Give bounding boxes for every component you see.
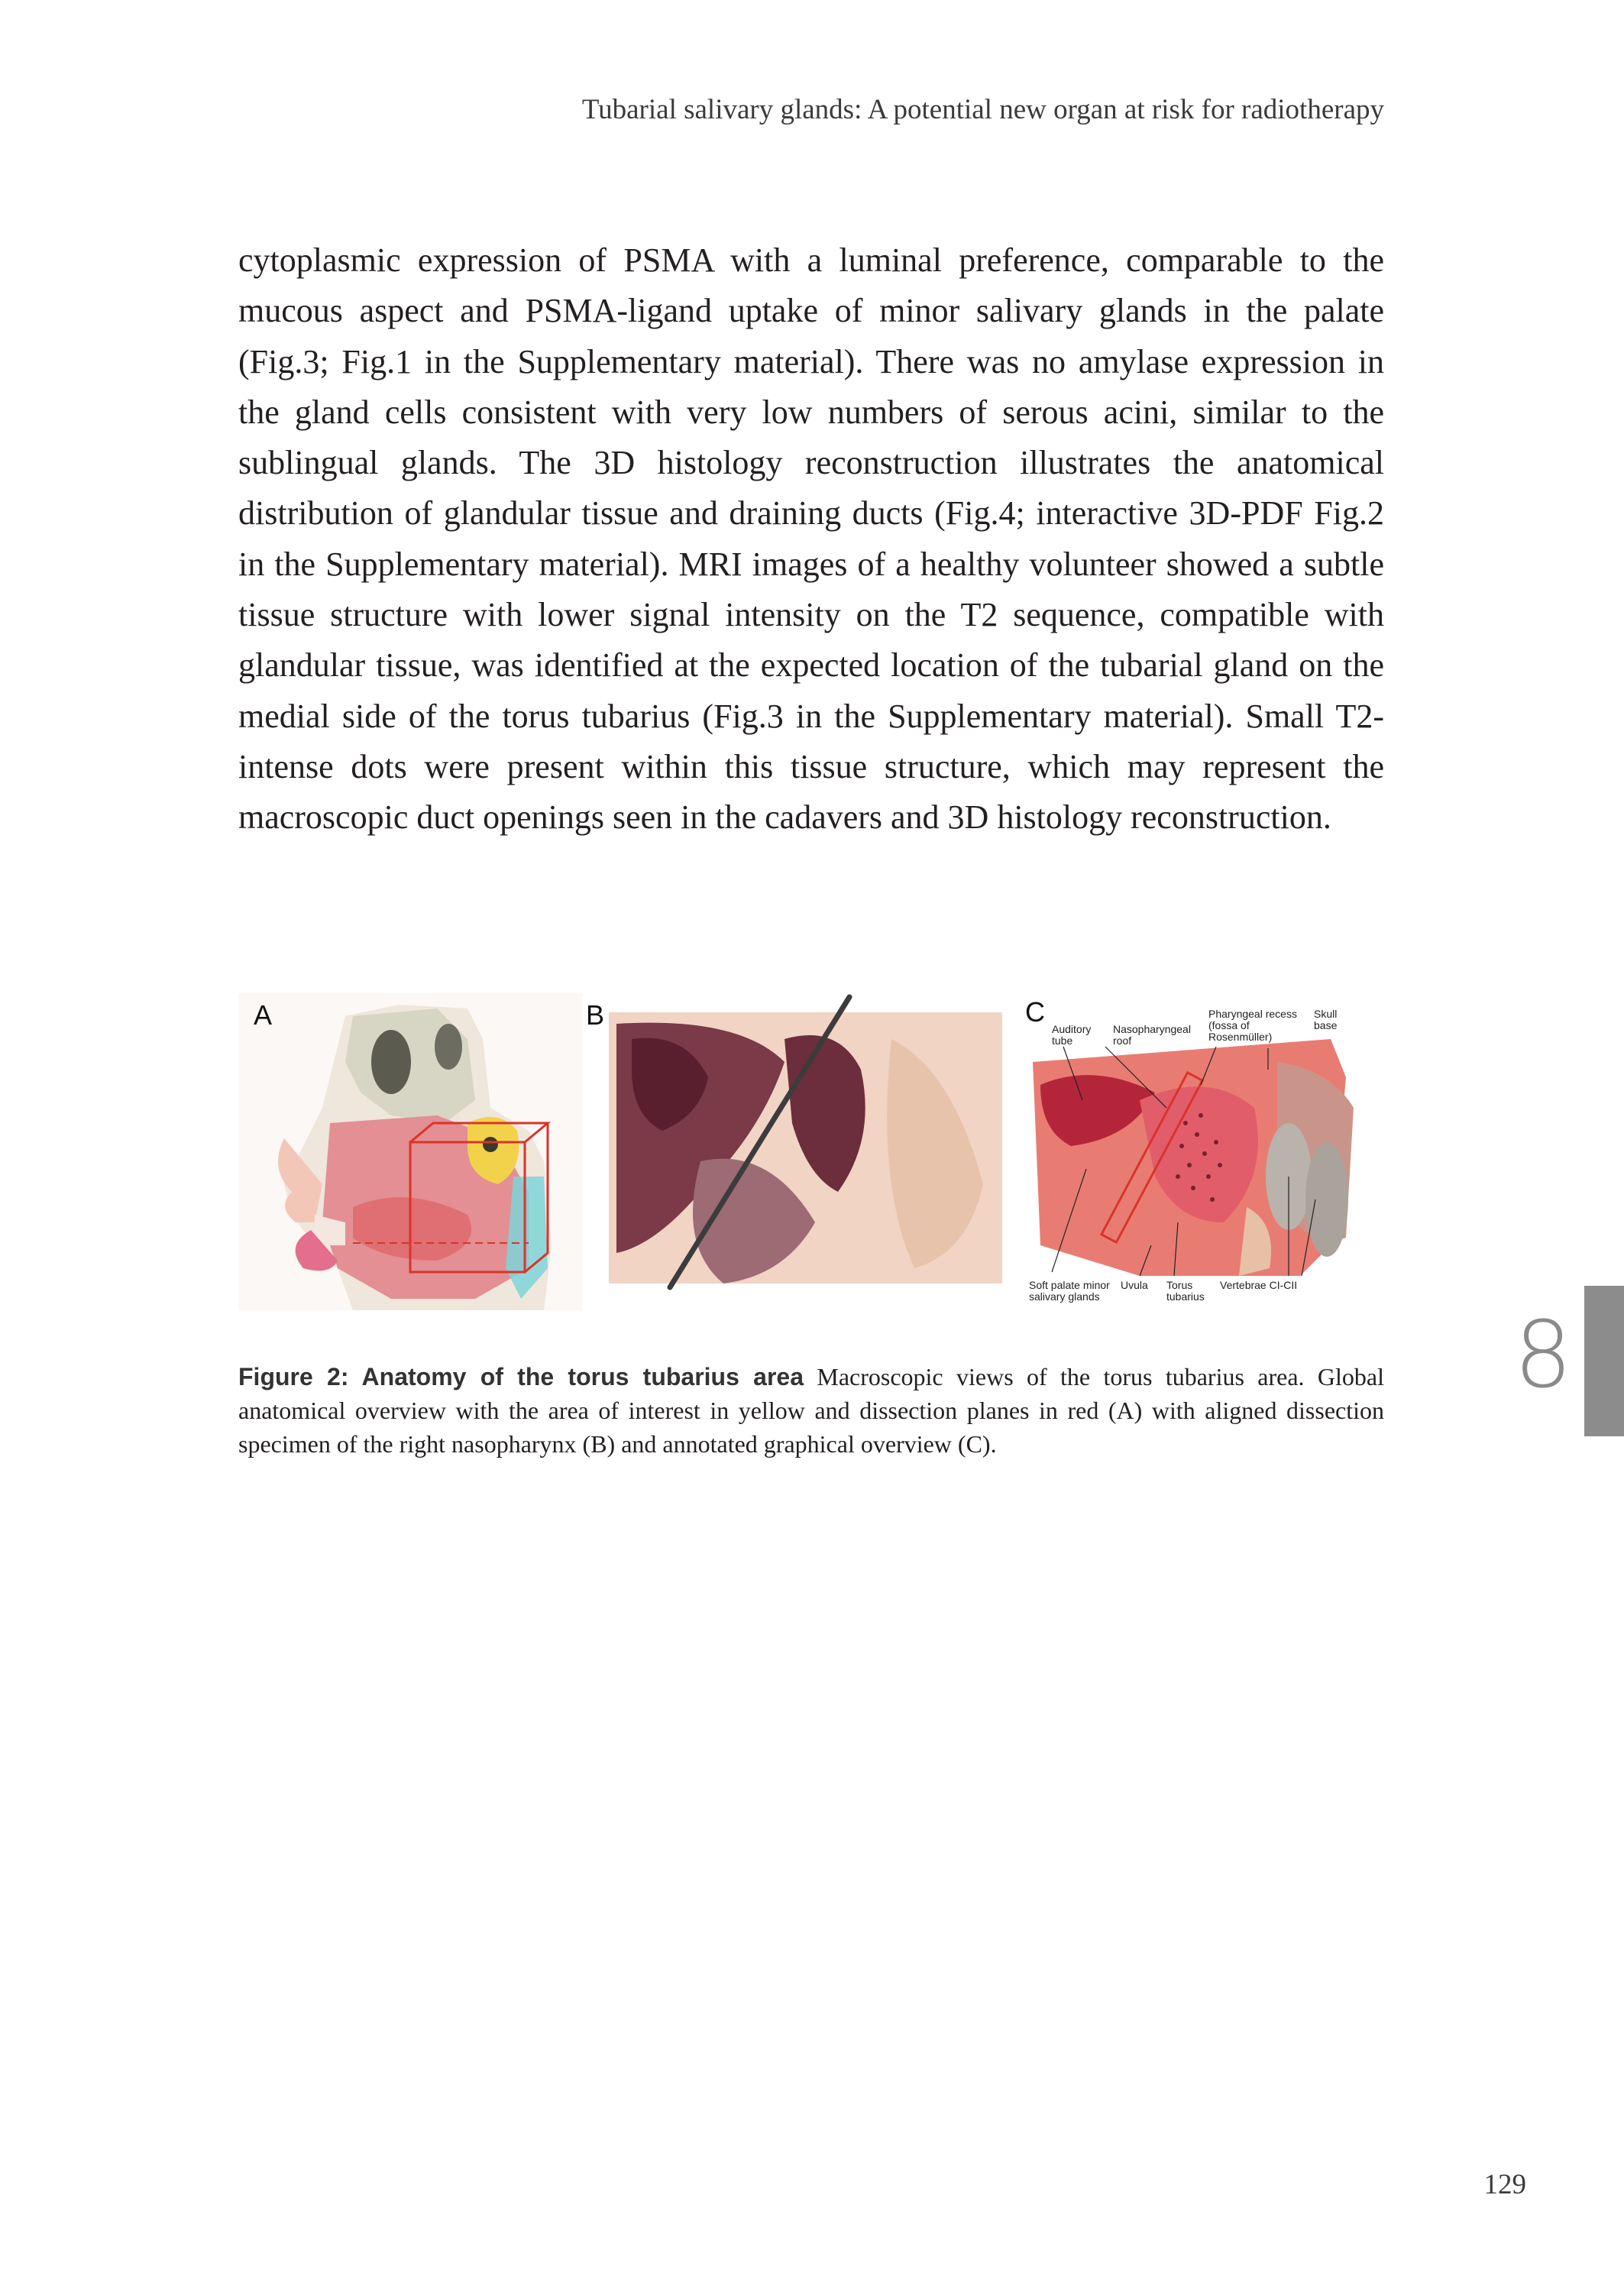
panel-a-label: A <box>254 999 273 1031</box>
sphenoid-sinus <box>435 1024 462 1070</box>
chapter-tab <box>1584 1286 1624 1436</box>
panel-c <box>1025 993 1384 1310</box>
label-torus-tubarius: Torus tubarius <box>1166 1279 1205 1303</box>
label-vertebrae: Vertebrae CI-CII <box>1220 1279 1298 1291</box>
figure-caption <box>238 1360 1384 1461</box>
figure-caption-text: Macroscopic views of the torus tubarius area. Global anatomical overview with the area of interest in yellow and dissection planes in red (A) with aligned dissection specimen of the right nasopharynx (B) and annotated graphical overview (C). <box>238 1363 1385 1458</box>
sagittal-head-illustration <box>238 993 582 1310</box>
panel-b <box>586 993 1002 1310</box>
running-header: Tubarial salivary glands: A potential new organ at risk for radiotherapy <box>581 94 1384 125</box>
page-number: 129 <box>1483 2169 1526 2200</box>
torus-opening <box>483 1137 498 1152</box>
panel-b-label: B <box>586 999 605 1031</box>
label-skull-base: Skull base <box>1314 1008 1338 1031</box>
chapter-number: 8 <box>1513 1303 1573 1409</box>
vertebra-cii <box>1305 1142 1348 1257</box>
dissection-specimen-photo <box>586 993 1002 1310</box>
figure-caption-title: Figure 2: Anatomy of the torus tubarius area <box>238 1363 804 1390</box>
figure-2 <box>238 993 1384 1310</box>
label-pharyngeal-recess: Pharyngeal recess (fossa of Rosenmüller) <box>1208 1008 1297 1043</box>
panel-a <box>238 993 582 1310</box>
body-paragraph: cytoplasmic expression of PSMA with a luminal preference, comparable to the mucous aspect and PSMA-ligand uptake of minor salivary glands in the palate (Fig.3; Fig.1 in the Supplementary material). There was no amylase expression in the gland cells consistent with very low numbers of serous acini, similar to the sublingual glands. The 3D histology reconstruction illustrates the anatomical distribution of glandular tissue and draining ducts (Fig.4; interactive 3D-PDF Fig.2 in the Supplementary material). MRI images of a healthy volunteer showed a subtle tissue structure with lower signal intensity on the T2 sequence, compatible with glandular tissue, was identified at the expected location of the tubarial gland on the medial side of the torus tubarius (Fig.3 in the Supplementary material). Small T2-intense dots were present within this tissue structure, which may represent the macroscopic duct openings seen in the cadavers and 3D histology reconstruction. <box>238 241 1384 837</box>
label-uvula: Uvula <box>1121 1279 1148 1291</box>
label-auditory-tube: Auditory tube <box>1052 1023 1092 1047</box>
label-soft-palate: Soft palate minor salivary glands <box>1029 1279 1110 1303</box>
label-nasopharyngeal-roof: Nasopharyngeal roof <box>1113 1023 1191 1047</box>
panel-c-label: C <box>1025 996 1045 1028</box>
orbit <box>371 1030 411 1094</box>
